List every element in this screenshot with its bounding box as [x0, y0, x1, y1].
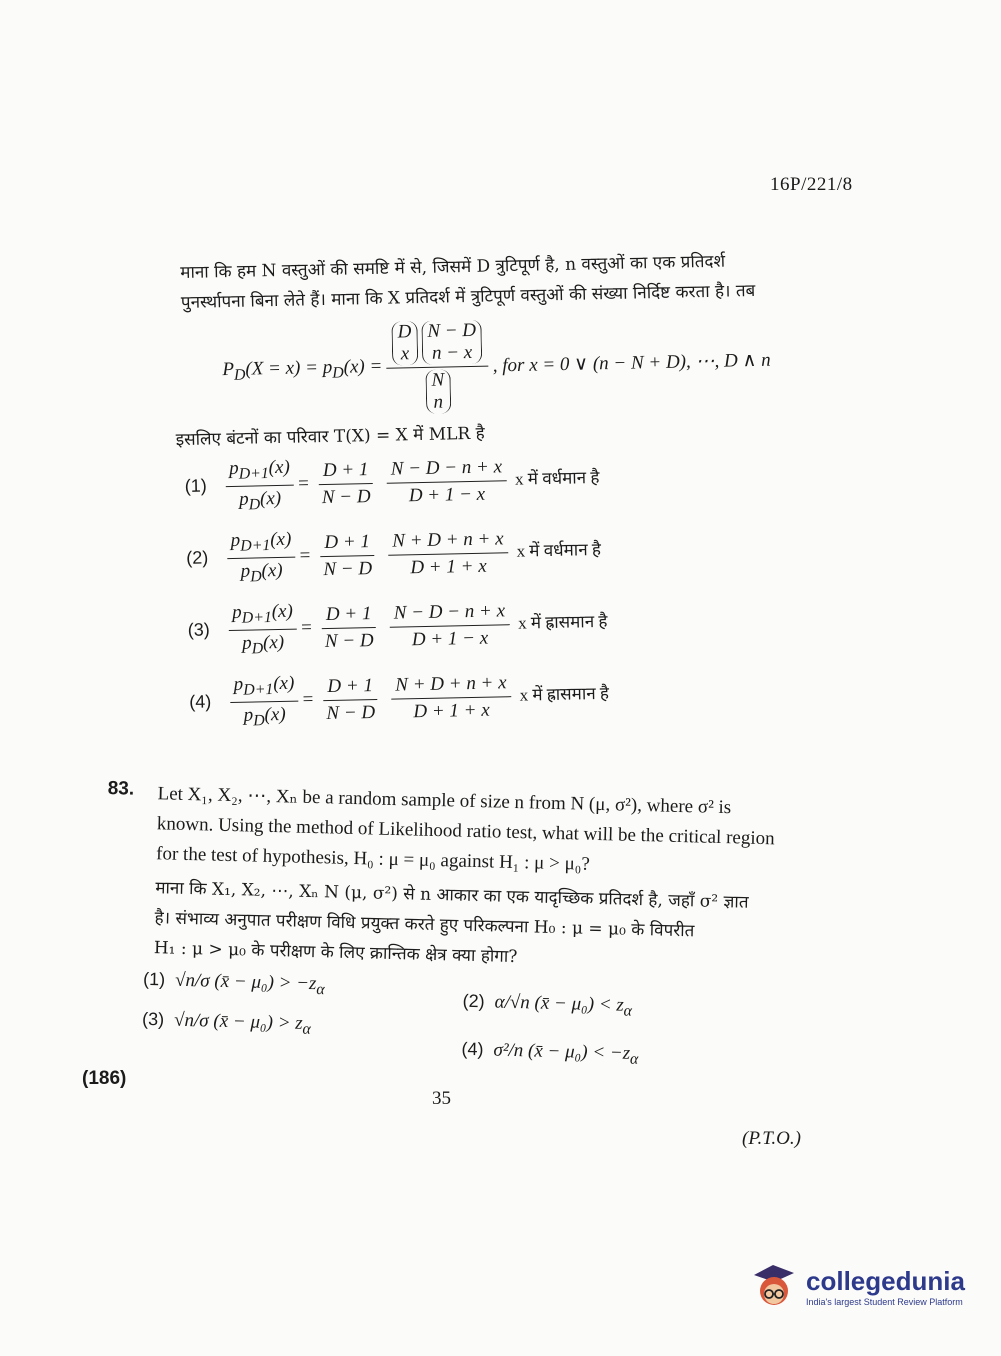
- ratio-num: p: [233, 673, 244, 695]
- question-83-block: [101, 778, 828, 1096]
- q83-hi-line-1: माना कि X₁, X₂, ⋯, Xₙ N (μ, σ²) से n आकार का एक यादृच्छिक प्रतिदर्श है, जहाँ σ² ज्ञात: [155, 878, 749, 913]
- option-text: α/√n (x̄ − μ₀) < z: [494, 991, 625, 1016]
- ratio-num-sub: D+1: [243, 680, 274, 699]
- ratio-num: p: [230, 529, 241, 551]
- option-number: (3): [187, 619, 210, 640]
- q83-en-line-1: Let X₁, X₂, ⋯, Xₙ be a random sample of size n from N (μ, σ²), where σ² is: [157, 783, 732, 819]
- option-text: x में ह्रासमान है: [517, 611, 608, 633]
- frac-b-den: D + 1 − x: [411, 627, 489, 651]
- ratio-den-sub: D: [248, 495, 261, 514]
- binom-D-x: [391, 321, 418, 366]
- q82-option-3[interactable]: (3) $\frac{p_{D+1}(x)}{p_D(x)}$ = $\frac{D + 1}{N - D}$ $\frac{N - D - n + x}{D + 1 - x}$ x में ह्रासमान है: [187, 600, 608, 658]
- ratio-num-arg: (x): [268, 456, 291, 479]
- option-text: √n/σ (x̄ − μ₀) > z: [173, 1009, 303, 1034]
- formula-lhs-sub: D: [233, 366, 246, 384]
- formula-lhs-arg: (X = x) = p: [245, 356, 333, 380]
- frac-a-num: D + 1: [320, 531, 374, 557]
- q83-hi-line-3: H₁ : μ > μ₀ के परीक्षण के लिए क्रान्तिक क्षेत्र क्या होगा?: [153, 938, 518, 968]
- q82-options: [184, 445, 870, 759]
- formula-lhs-sub2: D: [332, 363, 344, 382]
- ratio-num-arg: (x): [271, 600, 294, 623]
- option-sub: α: [316, 980, 325, 999]
- ratio-den-sub: D: [253, 711, 265, 730]
- q83-en-line-2: known. Using the method of Likelihood ratio test, what will be the critical region: [156, 813, 775, 850]
- q83-options: [141, 969, 823, 1096]
- option-number: (2): [186, 547, 209, 568]
- q83-option-3[interactable]: [142, 1009, 311, 1039]
- ratio-num-arg: (x): [269, 528, 292, 551]
- ratio-num: p: [228, 457, 239, 480]
- option-number: (2): [462, 990, 485, 1012]
- binom-N-n: [425, 369, 451, 414]
- q82-option-2[interactable]: (2) $\frac{p_{D+1}(x)}{p_D(x)}$ = $\frac{D + 1}{N - D}$ $\frac{N + D + n + x}{D + 1 + x}$ x में वर्धमान है: [186, 528, 602, 586]
- ratio-den-sub: D: [250, 567, 262, 586]
- option-sub: α: [302, 1020, 312, 1038]
- q82-option-1[interactable]: (1) $\frac{p_{D+1}(x)}{p_D(x)}$ = $\frac{D + 1}{N - D}$ $\frac{N - D - n + x}{D + 1 - x}$ x में वर्धमान है: [184, 456, 600, 514]
- binom-N-bot: n: [433, 391, 444, 413]
- q83-en-line-3: for the test of hypothesis, H₀ : μ = μ₀ against H₁ : μ > μ₀?: [155, 843, 591, 875]
- ratio-num-sub: D+1: [241, 608, 273, 627]
- binom-N-top: N: [431, 369, 445, 391]
- booklet-code: (186): [82, 1068, 127, 1089]
- q82-intro-line-1: माना कि हम N वस्तुओं की समष्टि में से, जिसमें D त्रुटिपूर्ण है, n वस्तुओं का एक प्रतिदर्श: [180, 251, 726, 283]
- ratio-num: p: [231, 601, 242, 623]
- collegedunia-watermark: [744, 1256, 974, 1316]
- binom-ND-nx: [421, 320, 483, 365]
- q82-pmf-formula: [221, 312, 863, 418]
- ratio-den-arg: (x): [259, 487, 282, 510]
- brand-name: collegedunia: [806, 1265, 965, 1296]
- ratio-num-arg: (x): [272, 672, 295, 695]
- frac-b-num: N − D − n + x: [390, 600, 510, 627]
- binom-ND-top: N − D: [427, 319, 477, 342]
- option-text: x में वर्धमान है: [516, 539, 602, 561]
- frac-b-den: D + 1 + x: [410, 555, 487, 579]
- q82-option-4[interactable]: (4) $\frac{p_{D+1}(x)}{p_D(x)}$ = $\frac{D + 1}{N - D}$ $\frac{N + D + n + x}{D + 1 + x}$ x में ह्रासमान है: [189, 672, 610, 730]
- pmf-fraction: [385, 320, 489, 415]
- ratio-den: p: [241, 632, 252, 654]
- q83-option-1[interactable]: [143, 969, 325, 999]
- q83-option-2[interactable]: [462, 991, 632, 1021]
- option-number: (1): [142, 968, 166, 990]
- option-sub: α: [623, 1002, 633, 1020]
- frac-b-num: N − D − n + x: [387, 456, 507, 483]
- binom-D-top: D: [397, 321, 412, 343]
- binom-ND-bot: n − x: [431, 341, 473, 364]
- formula-lhs-arg2: (x) =: [343, 355, 383, 378]
- pto-label: (P.T.O.): [742, 1128, 801, 1149]
- ratio-den-arg: (x): [262, 631, 285, 654]
- frac-a-den: N − D: [321, 485, 371, 508]
- brand-tagline: India's largest Student Review Platform: [806, 1296, 963, 1307]
- ratio-den-arg: (x): [264, 703, 286, 726]
- question-number: 83.: [107, 778, 135, 800]
- ratio-den-arg: (x): [261, 559, 283, 582]
- ratio-num-sub: D+1: [238, 464, 269, 483]
- option-text: σ²/n (x̄ − μ₀) < −z: [493, 1039, 631, 1064]
- paper-code: 16P/221/8: [770, 174, 853, 195]
- option-number: (3): [141, 1008, 165, 1030]
- frac-a-den: N − D: [326, 701, 376, 724]
- ratio-den: p: [238, 488, 249, 510]
- formula-lhs: P: [222, 358, 235, 380]
- question-82-block: [175, 244, 870, 759]
- frac-b-den: D + 1 − x: [408, 483, 486, 507]
- option-number: (4): [461, 1038, 484, 1060]
- q82-family-statement: इसलिए बंटनों का परिवार T(X) = X में MLR है: [175, 423, 485, 451]
- ratio-den: p: [243, 704, 254, 726]
- ratio-num-sub: D+1: [240, 536, 271, 555]
- q82-intro-line-2: पुनर्स्थापना बिना लेते हैं। माना कि X प्रतिदर्श में त्रुटिपूर्ण वस्तुओं की संख्या निर्दिष्ट करता है। तब: [180, 280, 756, 313]
- frac-a-num: D + 1: [319, 459, 373, 485]
- frac-b-den: D + 1 + x: [413, 699, 490, 723]
- mascot-logo-icon: [744, 1257, 802, 1315]
- binom-D-bot: x: [400, 343, 410, 365]
- page-number: 35: [432, 1088, 451, 1109]
- frac-b-num: N + D + n + x: [391, 672, 511, 699]
- option-text: √n/σ (x̄ − μ₀) > −z: [174, 969, 317, 995]
- ratio-den-sub: D: [251, 639, 264, 658]
- frac-a-den: N − D: [323, 557, 373, 580]
- option-text: x में ह्रासमान है: [519, 683, 610, 705]
- ratio-den: p: [240, 560, 251, 582]
- option-number: (4): [189, 691, 212, 712]
- frac-b-num: N + D + n + x: [388, 528, 508, 555]
- formula-range: , for x = 0 ∨ (n − N + D), ⋯, D ∧ n: [492, 349, 771, 377]
- frac-a-num: D + 1: [322, 603, 376, 629]
- option-text: x में वर्धमान है: [514, 467, 600, 489]
- frac-a-den: N − D: [324, 629, 374, 652]
- option-sub: α: [629, 1050, 639, 1068]
- option-number: (1): [184, 475, 207, 496]
- q83-hi-line-2: है। संभाव्य अनुपात परीक्षण विधि प्रयुक्त करते हुए परिकल्पना H₀ : μ = μ₀ के विपरीत: [154, 908, 695, 942]
- frac-a-num: D + 1: [323, 675, 377, 701]
- q83-option-4[interactable]: [461, 1039, 639, 1069]
